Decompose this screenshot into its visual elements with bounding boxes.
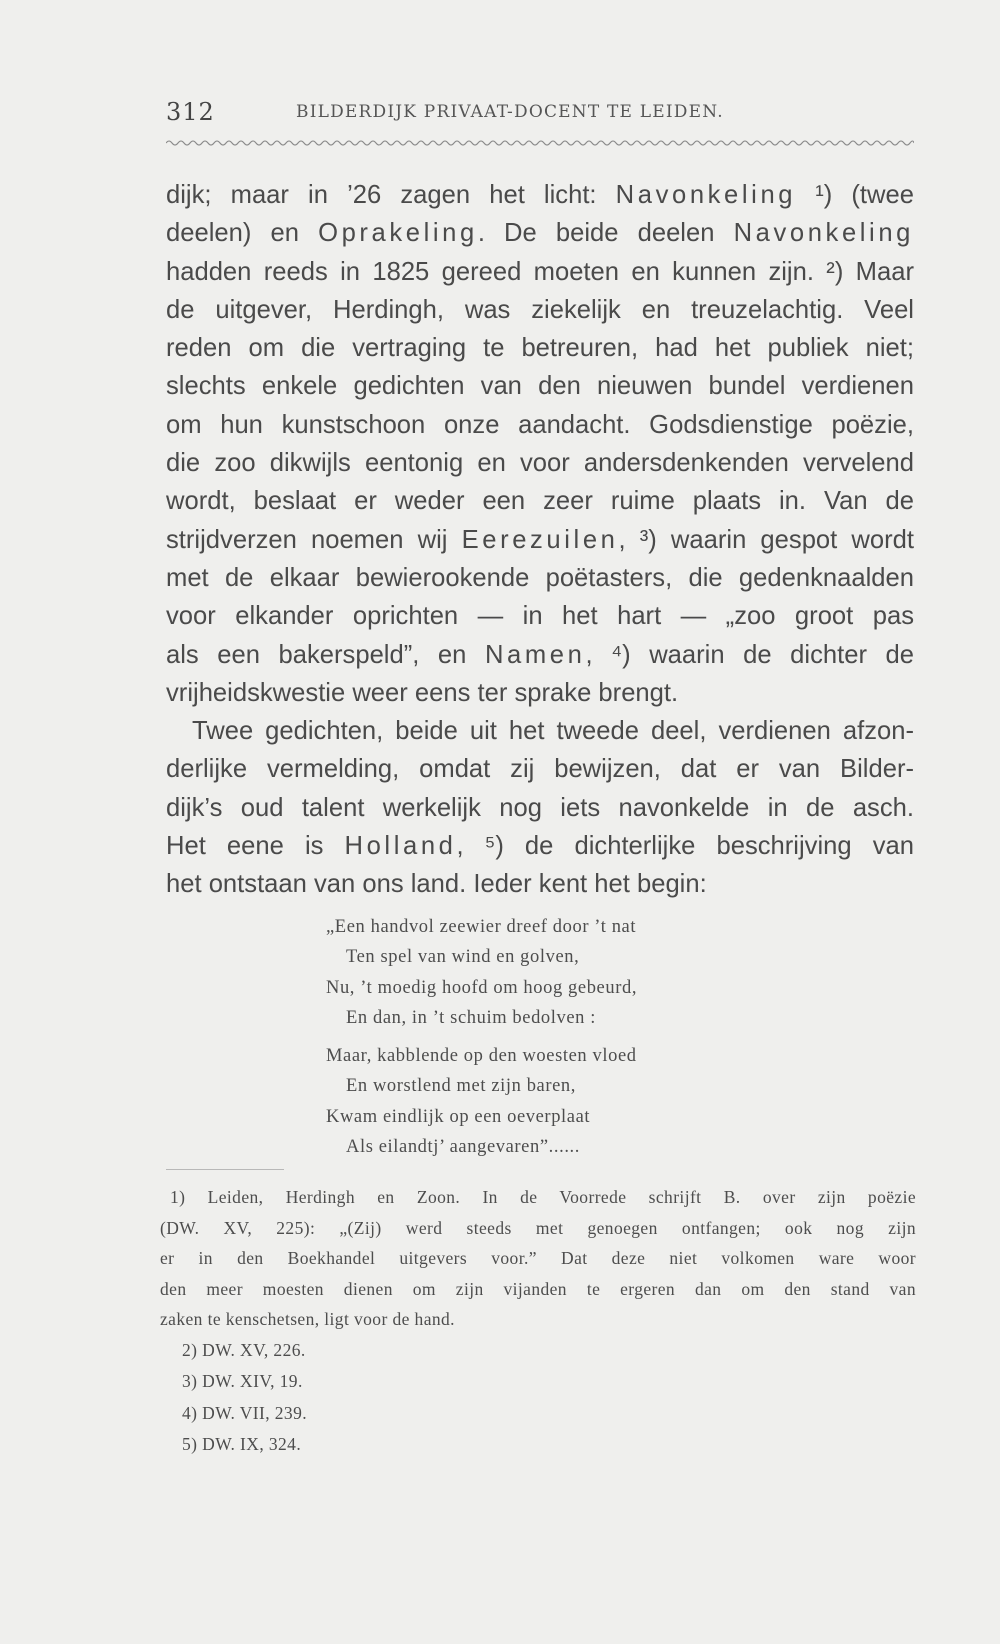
body-line-17: dijk’s oud talent werkelijk nog iets navonkelde in de asch. xyxy=(166,793,914,822)
footnote-1-line: 1) Leiden, Herdingh en Zoon. In de Voorrede schrijft B. over zijn poëzie xyxy=(170,1187,916,1207)
poem-line: Kwam eindlijk op een oeverplaat xyxy=(326,1106,591,1127)
body-line-9: wordt, beslaat er weder een zeer ruime plaats in. Van de xyxy=(166,487,914,516)
body-line-8: die zoo dikwijls eentonig en voor andersdenkenden vervelend xyxy=(166,449,914,478)
title-eerezuilen: Eerezuilen xyxy=(461,525,619,554)
footnote-2: 2) DW. XV, 226. xyxy=(182,1339,306,1360)
poem-quotation xyxy=(326,912,746,1162)
poem-line: En dan, in ’t schuim bedolven : xyxy=(346,1007,596,1028)
footnote-1-line: zaken te kenschetsen, ligt voor de hand. xyxy=(160,1309,455,1329)
body-line-18: Het eene is Holland, ⁵) de dichterlijke beschrijving van xyxy=(166,832,914,861)
body-line-12: voor elkander oprichten — in het hart — „zoo groot pas xyxy=(166,602,914,631)
body-line-1: dijk; maar in ’26 zagen het licht: Navonkeling ¹) (twee xyxy=(166,181,914,209)
title-oprakeling: Oprakeling xyxy=(318,219,478,248)
footnote-3: 3) DW. XIV, 19. xyxy=(182,1371,303,1391)
body-line-3: hadden reeds in 1825 gereed moeten en kunnen zijn. ²) Maar xyxy=(166,257,914,286)
body-line-4: de uitgever, Herdingh, was ziekelijk en treuzelachtig. Veel xyxy=(166,295,914,324)
footnotes xyxy=(160,1182,916,1461)
title-namen: Namen xyxy=(484,640,586,669)
poem-line: „Een handvol zeewier dreef door ’t nat xyxy=(326,917,637,937)
body-line-13: als een bakerspeld”, en Namen, ⁴) waarin de dichter de xyxy=(166,640,914,669)
body-line-6: slechts enkele gedichten van den nieuwen bundel verdienen xyxy=(166,372,914,401)
footnote-1-line: den meer moesten dienen om zijn vijanden te ergeren dan om den stand van xyxy=(160,1278,916,1299)
body-line-16: derlijke vermelding, omdat zij bewijzen, dat er van Bilder- xyxy=(166,755,914,784)
title-navonkeling-2: Navonkeling xyxy=(733,219,915,248)
footnote-1-line: er in den Boekhandel uitgevers voor.” Dat deze niet volkomen ware woor xyxy=(160,1248,916,1268)
wavy-rule-ornament xyxy=(166,138,914,148)
poem-line: Nu, ’t moedig hoofd om hoog gebeurd, xyxy=(326,977,638,998)
title-navonkeling: Navonkeling xyxy=(615,181,797,209)
body-line-2: deelen) en Oprakeling. De beide deelen Navonkeling xyxy=(166,219,915,248)
footnote-5: 5) DW. IX, 324. xyxy=(182,1434,302,1454)
title-holland: Holland xyxy=(344,832,457,861)
body-line-10: strijdverzen noemen wij Eerezuilen, ³) waarin gespot wordt xyxy=(166,525,914,554)
body-line-19: het ontstaan van ons land. Ieder kent het begin: xyxy=(166,870,707,899)
page-number: 312 xyxy=(166,98,215,126)
page-header xyxy=(166,98,914,132)
running-head: BILDERDIJK PRIVAAT-DOCENT TE LEIDEN. xyxy=(296,102,724,122)
body-line-5: reden om die vertraging te betreuren, had het publiek niet; xyxy=(166,334,914,363)
poem-line: Maar, kabblende op den woesten vloed xyxy=(326,1046,637,1067)
footnote-separator xyxy=(166,1169,284,1170)
poem-line: En worstlend met zijn baren, xyxy=(346,1076,577,1097)
body-line-7: om hun kunstschoon onze aandacht. Godsdienstige poëzie, xyxy=(166,410,914,439)
body-line-14: vrijheidskwestie weer eens ter sprake brengt. xyxy=(166,678,679,707)
stanza-gap xyxy=(326,1033,746,1041)
body-line-11: met de elkaar bewierookende poëtasters, die gedenknaalden xyxy=(166,563,914,592)
footnote-1-line: (DW. XV, 225): „(Zij) werd steeds met genoegen ontfangen; ook nog zijn xyxy=(160,1217,916,1238)
footnote-4: 4) DW. VII, 239. xyxy=(182,1402,308,1423)
poem-line: Als eilandtj’ aangevaren”...... xyxy=(346,1137,580,1158)
poem-line: Ten spel van wind en golven, xyxy=(346,947,580,968)
body-text xyxy=(166,176,914,904)
body-line-15: Twee gedichten, beide uit het tweede deel, verdienen afzon- xyxy=(192,717,914,746)
